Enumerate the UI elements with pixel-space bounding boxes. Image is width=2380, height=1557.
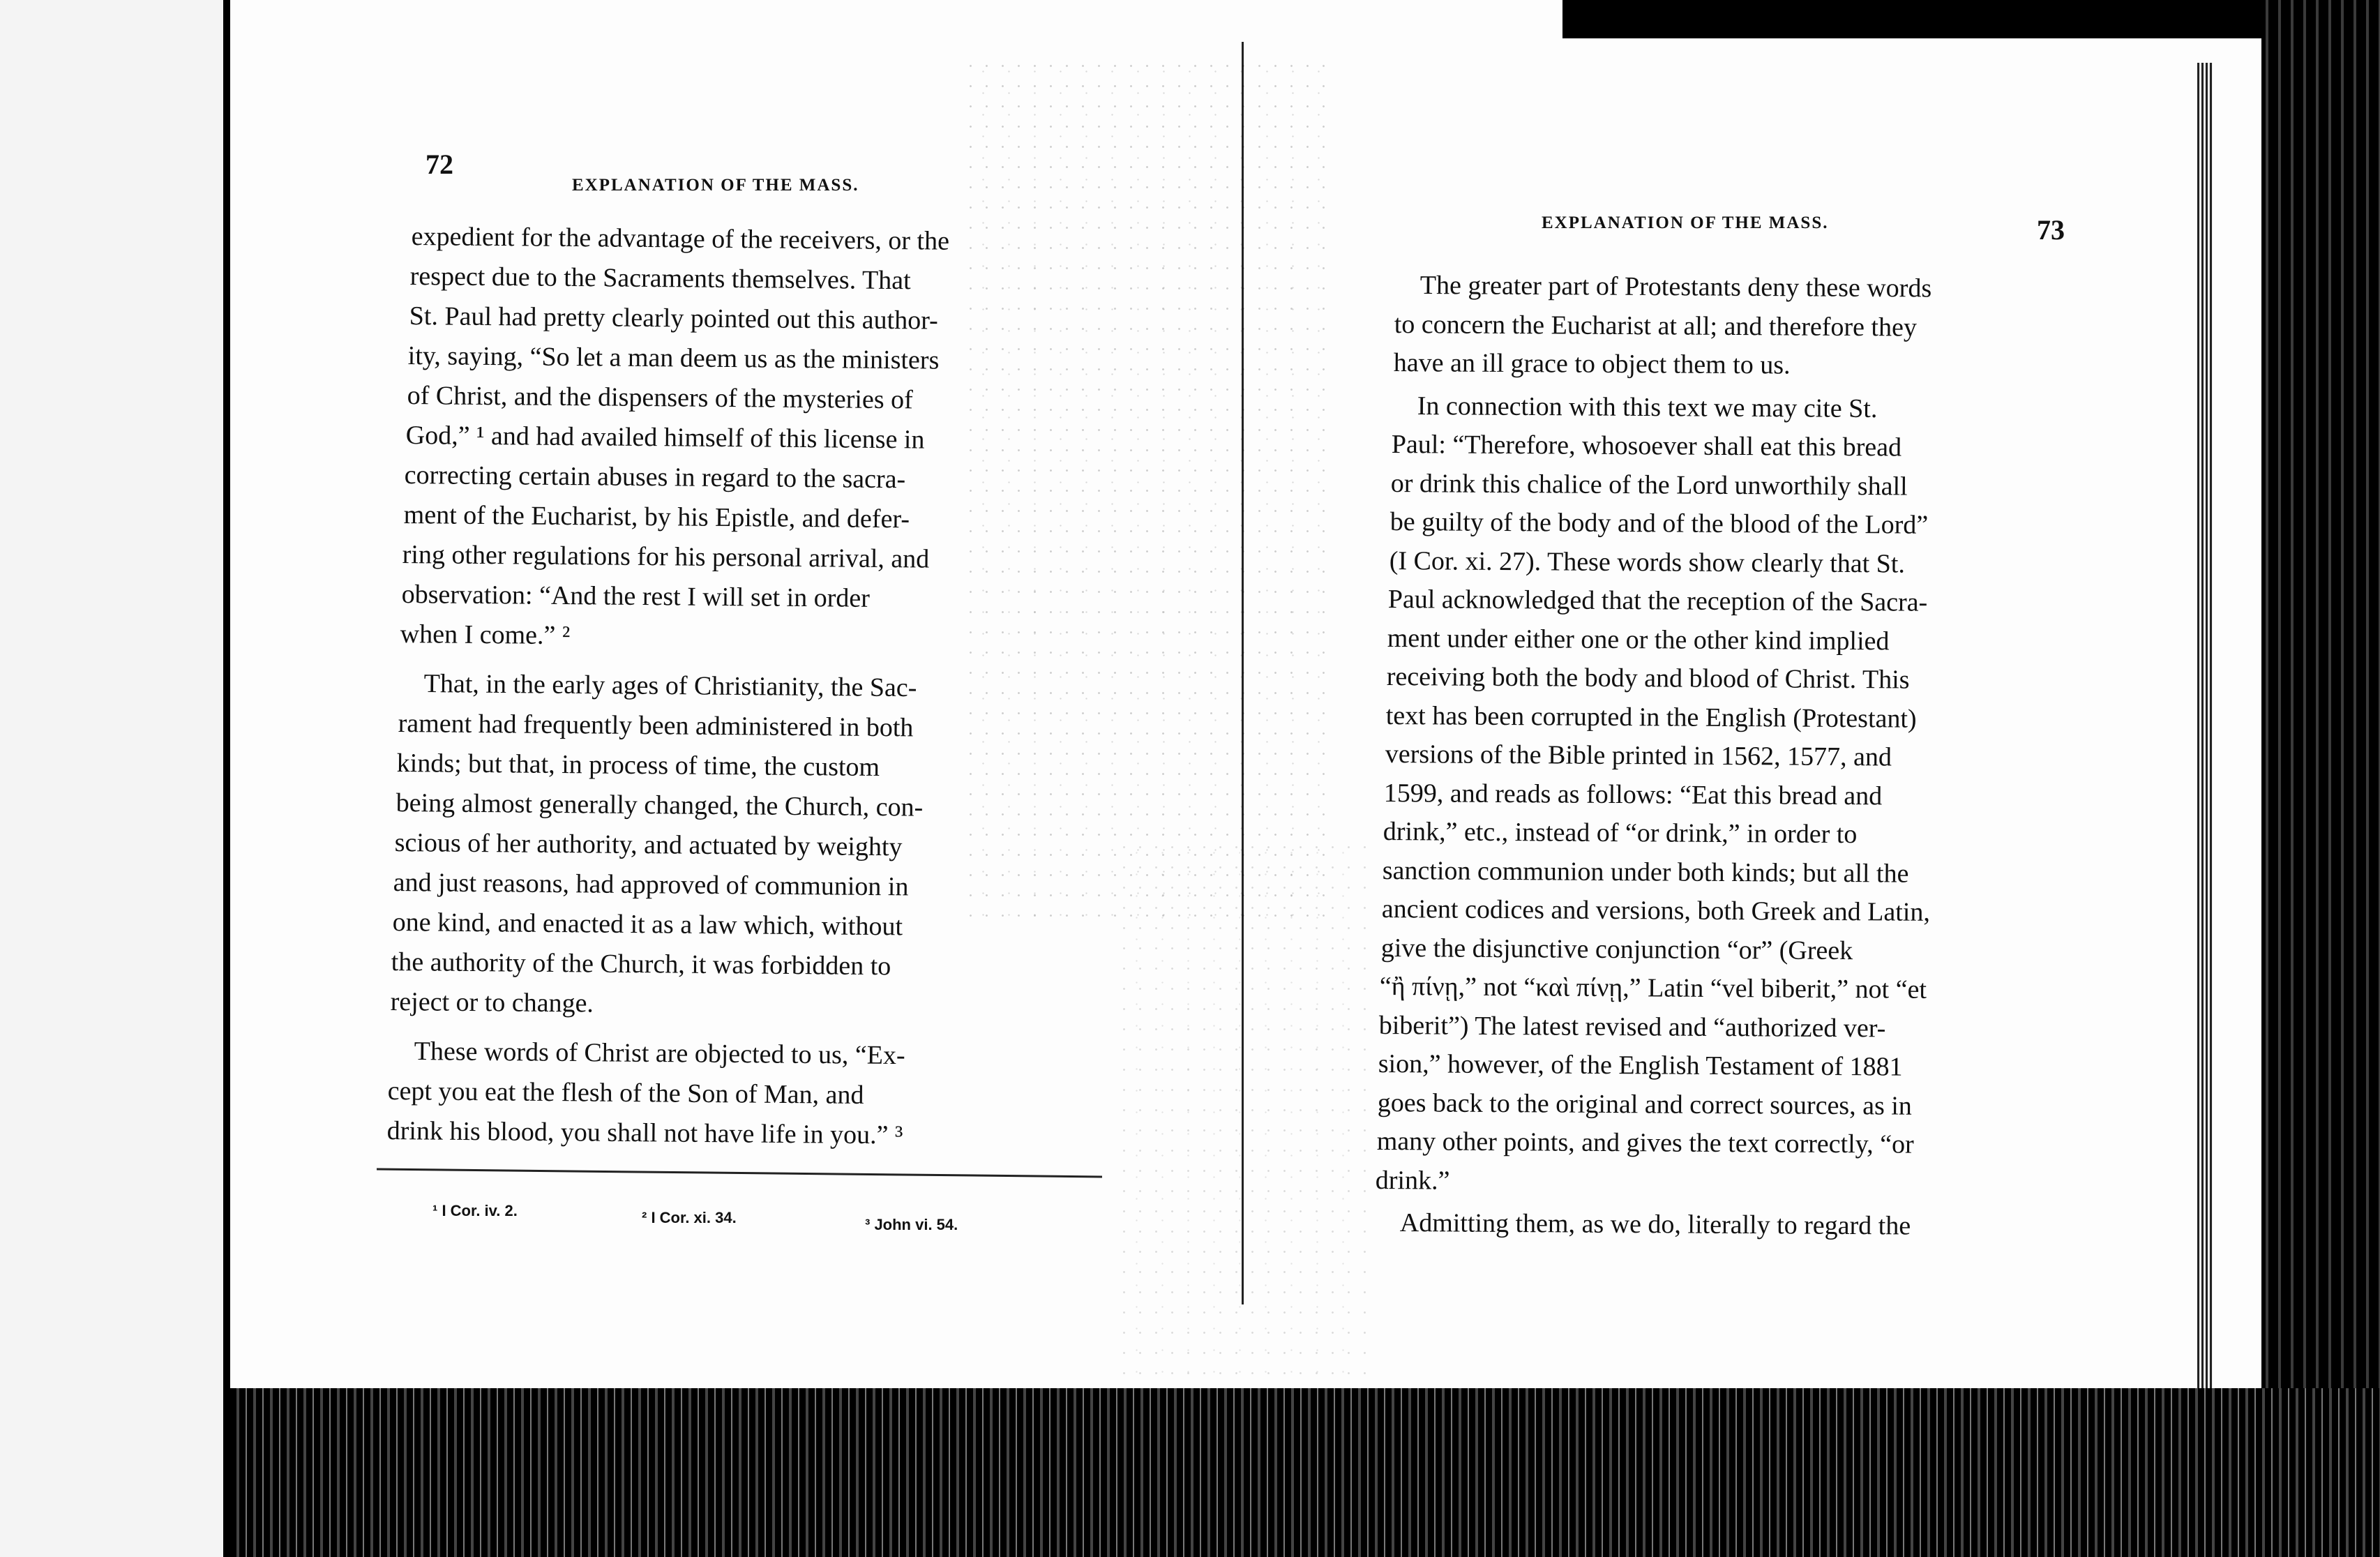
page-number: 73 xyxy=(2037,214,2065,246)
text-line: That, in the early ages of Christianity, the Sac- xyxy=(423,668,917,703)
running-head: EXPLANATION OF THE MASS. xyxy=(1542,213,1829,232)
text-line: ancient codices and versions, both Greek and Latin, xyxy=(1381,894,1930,927)
text-line: “ἢ πίνῃ,” not “καὶ πίνῃ,” Latin “vel biberit,” not “et xyxy=(1380,971,1927,1005)
text-line: expedient for the advantage of the receivers, or the xyxy=(411,221,950,256)
text-line: of Christ, and the dispensers of the mysteries of xyxy=(407,380,913,415)
adjacent-page-sliver xyxy=(0,0,223,1557)
text-line: have an ill grace to object them to us. xyxy=(1393,347,1791,380)
text-line: God,” ¹ and had availed himself of this license in xyxy=(405,420,925,455)
running-head: EXPLANATION OF THE MASS. xyxy=(572,176,859,195)
text-line: ment of the Eucharist, by his Epistle, and defer- xyxy=(403,499,910,534)
text-line: scious of her authority, and actuated by weighty xyxy=(394,827,903,862)
text-line: the authority of the Church, it was forbidden to xyxy=(391,947,891,981)
text-line: goes back to the original and correct sources, as in xyxy=(1377,1088,1912,1121)
text-line: In connection with this text we may cite St. xyxy=(1417,391,1878,423)
footnote-1: ¹ I Cor. iv. 2. xyxy=(432,1202,518,1219)
footnote-3: ³ John vi. 54. xyxy=(865,1216,958,1233)
text-line: to concern the Eucharist at all; and therefore they xyxy=(1394,309,1917,343)
text-line: 1599, and reads as follows: “Eat this bread and xyxy=(1384,778,1883,811)
text-line: be guilty of the body and of the blood of the Lord” xyxy=(1389,506,1929,540)
footnote-2: ² I Cor. xi. 34. xyxy=(642,1209,737,1226)
text-line: or drink this chalice of the Lord unworthily shall xyxy=(1390,468,1908,502)
right-scan-border xyxy=(2261,0,2380,1557)
text-line: versions of the Bible printed in 1562, 1577, and xyxy=(1385,739,1892,772)
bottom-scan-border xyxy=(230,1388,2380,1557)
text-line: correcting certain abuses in regard to the sacra- xyxy=(404,460,906,495)
text-line: kinds; but that, in process of time, the custom xyxy=(396,748,880,783)
text-line: reject or to change. xyxy=(390,986,594,1018)
text-line: sion,” however, of the English Testament of 1881 xyxy=(1378,1048,1903,1082)
text-line: ity, saying, “So let a man deem us as the ministers xyxy=(407,340,940,375)
page-edges xyxy=(2197,63,2213,1451)
text-line: being almost generally changed, the Church, con- xyxy=(396,788,924,822)
text-line: give the disjunctive conjunction “or” (Greek xyxy=(1380,933,1853,965)
text-line: Admitting them, as we do, literally to regard the xyxy=(1399,1208,1911,1241)
text-line: (I Cor. xi. 27). These words show clearly that St. xyxy=(1389,546,1905,579)
text-line: observation: “And the rest I will set in order xyxy=(401,579,870,613)
text-line: rament had frequently been administered in both xyxy=(398,708,914,743)
text-line: receiving both the body and blood of Christ. This xyxy=(1386,661,1910,695)
text-line: biberit”) The latest revised and “authorized ver- xyxy=(1378,1010,1886,1043)
text-line: when I come.” ² xyxy=(400,619,571,651)
text-line: Paul: “Therefore, whosoever shall eat this bread xyxy=(1391,429,1902,462)
text-line: cept you eat the flesh of the Son of Man, and xyxy=(387,1076,865,1110)
text-line: drink,” etc., instead of “or drink,” in order to xyxy=(1383,816,1858,850)
text-line: ring other regulations for his personal arrival, and xyxy=(402,539,930,574)
page-number: 72 xyxy=(425,149,453,180)
top-scan-border xyxy=(1562,0,2380,38)
text-line: Paul acknowledged that the reception of the Sacra- xyxy=(1388,584,1928,617)
book-gutter xyxy=(1242,42,1244,1304)
text-line: drink his blood, you shall not have life in you.” ³ xyxy=(386,1115,903,1150)
text-line: ment under either one or the other kind implied xyxy=(1387,623,1890,656)
text-line: and just reasons, had approved of communion in xyxy=(393,867,910,902)
text-line: many other points, and gives the text correctly, “or xyxy=(1376,1126,1914,1159)
text-line: one kind, and enacted it as a law which, without xyxy=(392,907,903,942)
text-line: text has been corrupted in the English (Protestant) xyxy=(1385,700,1917,734)
text-line: The greater part of Protestants deny these words xyxy=(1419,270,1932,303)
text-line: St. Paul had pretty clearly pointed out this author- xyxy=(409,301,938,336)
text-line: drink.” xyxy=(1376,1165,1450,1196)
text-line: sanction communion under both kinds; but all the xyxy=(1382,855,1909,889)
text-line: These words of Christ are objected to us, “Ex- xyxy=(414,1036,905,1071)
text-line: respect due to the Sacraments themselves. That xyxy=(409,261,912,296)
